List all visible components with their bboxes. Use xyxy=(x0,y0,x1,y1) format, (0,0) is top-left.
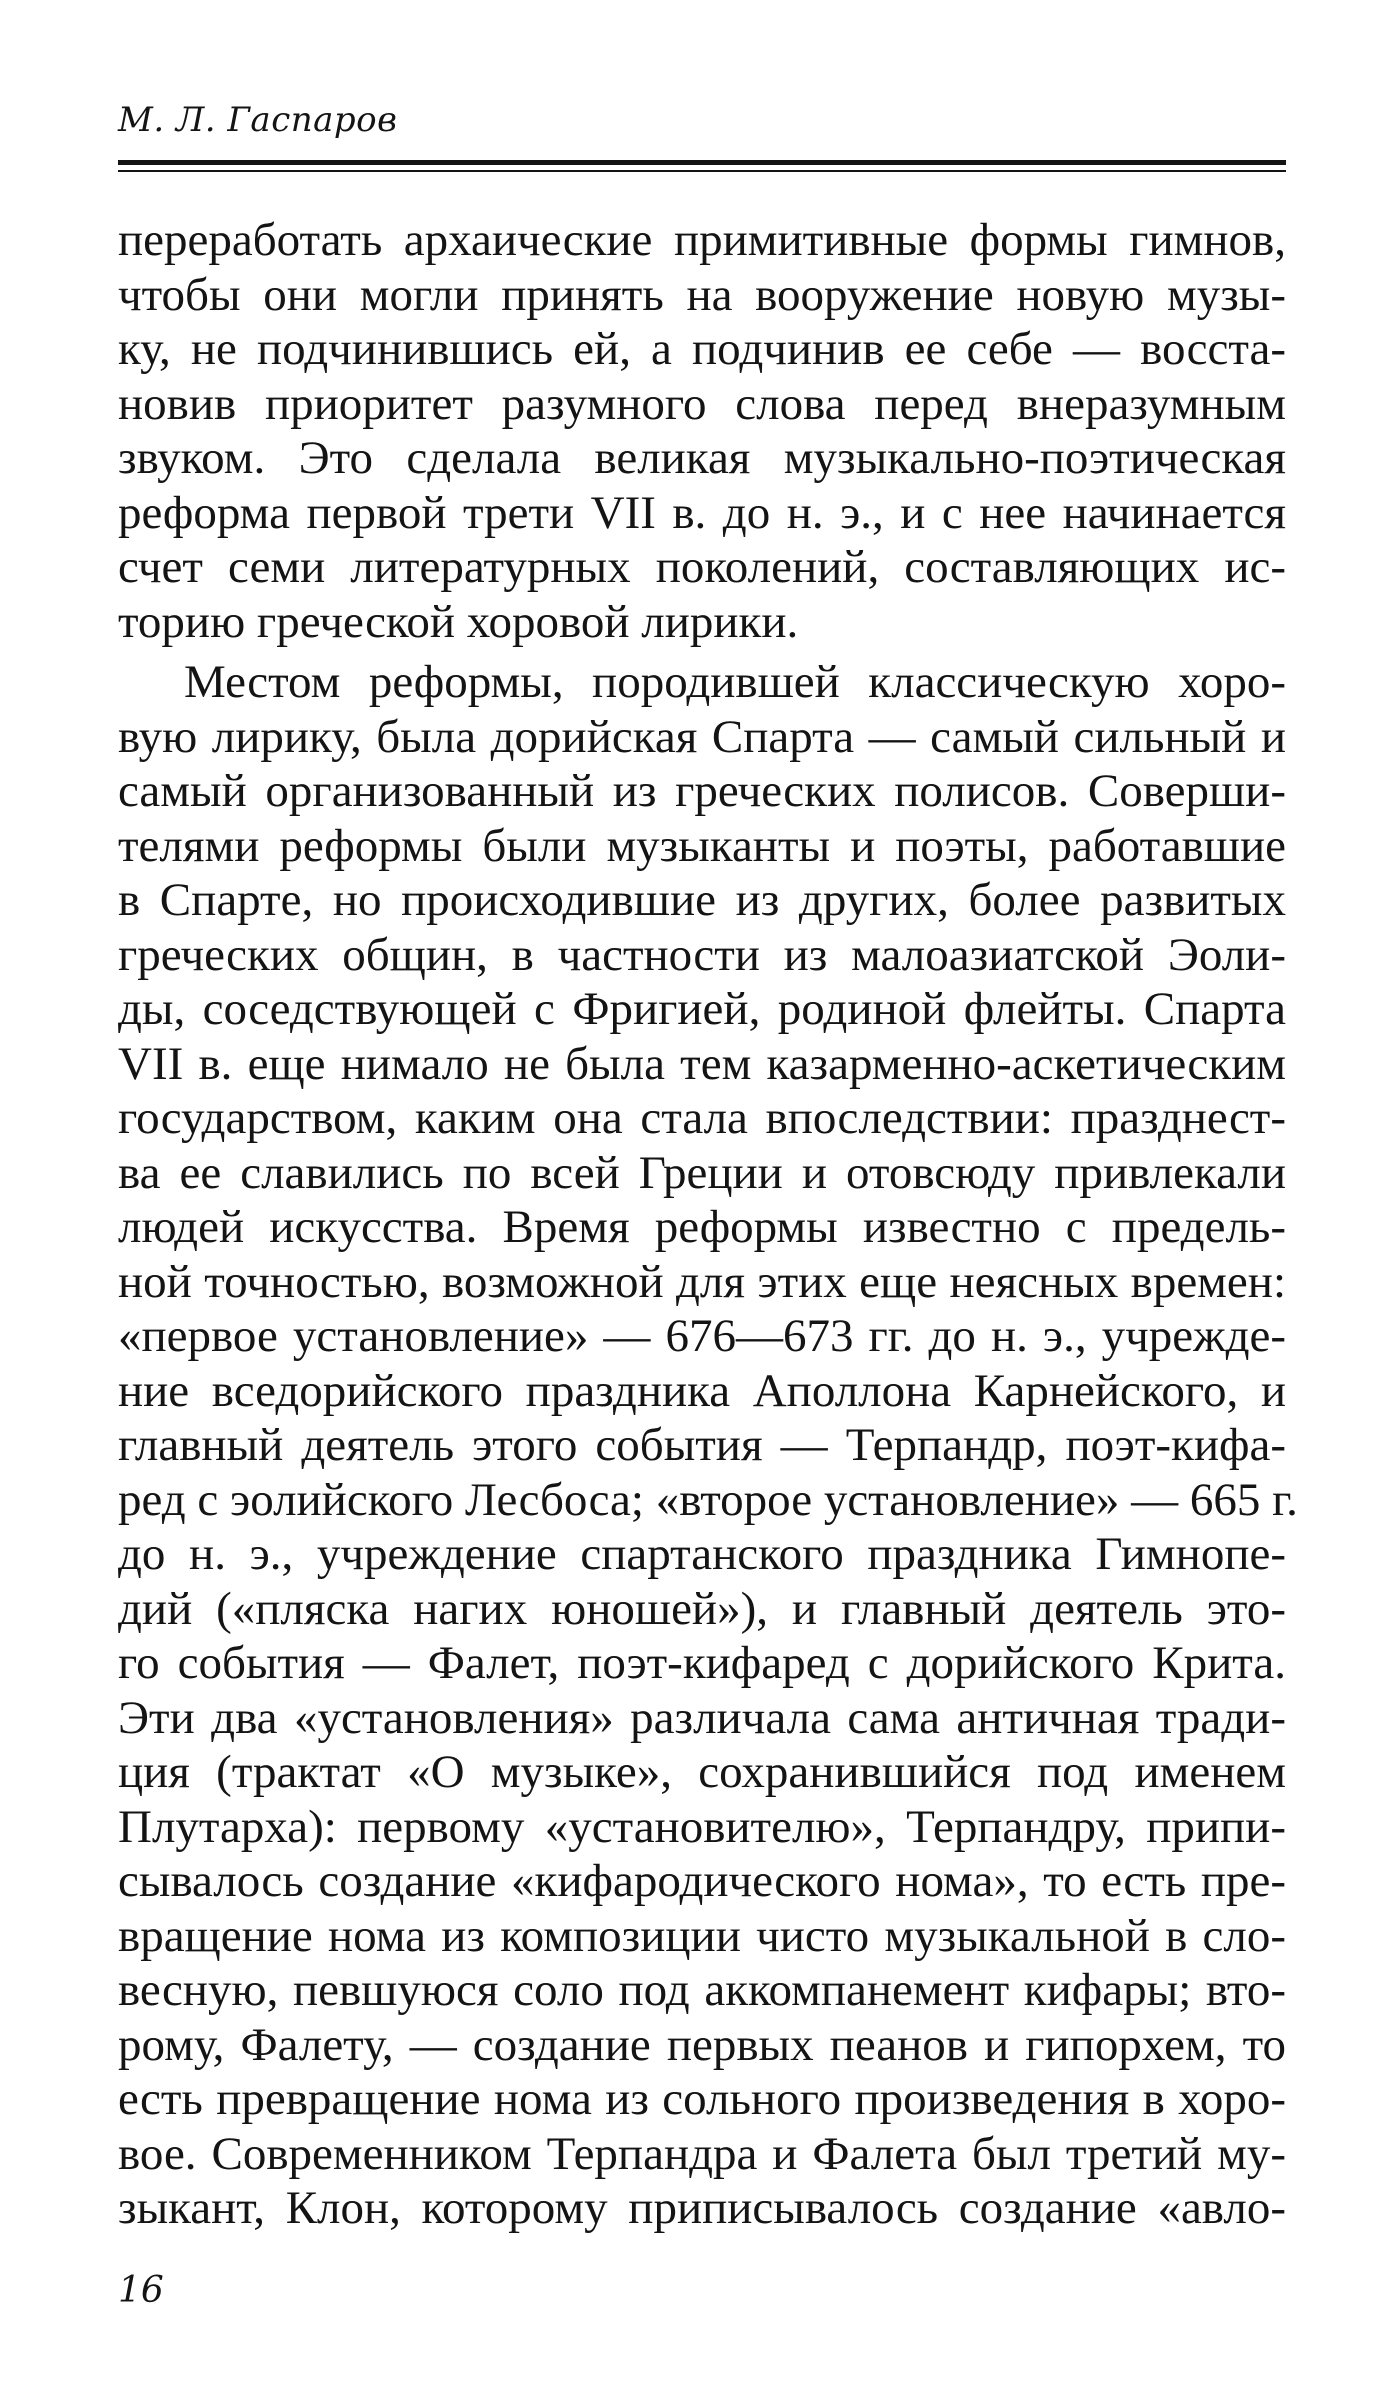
text-line: ва ее славились по всей Греции и отовсюду привлекали xyxy=(118,1146,1286,1199)
text-line: вращение нома из композиции чисто музыкальной в сло- xyxy=(118,1909,1286,1962)
header-rule-thick xyxy=(118,160,1286,165)
text-line: ды, соседствующей с Фригией, родиной флейты. Спарта xyxy=(118,983,1286,1035)
body-text xyxy=(118,213,1298,2236)
text-line: весную, певшуюся соло под аккомпанемент кифары; вто- xyxy=(118,1964,1286,2016)
text-line: зыкант, Клон, которому приписывалось создание «авло- xyxy=(118,2182,1286,2234)
text-line: ред с эолийского Лесбоса; «второе установление» — 665 г. xyxy=(118,1473,1298,1526)
page-number: 16 xyxy=(118,2270,164,2311)
text-line: новив приоритет разумного слова перед внеразумным xyxy=(118,377,1286,430)
text-line: в Спарте, но происходившие из других, более развитых xyxy=(118,874,1286,926)
header-rule-thin xyxy=(118,170,1286,172)
text-line: Эти два «установления» различала сама античная тради- xyxy=(118,1691,1286,1744)
text-line: Плутарха): первому «установителю», Терпандру, припи- xyxy=(118,1800,1286,1853)
text-line: главный деятель этого события — Терпандр, поэт-кифа- xyxy=(118,1419,1286,1471)
text-line: государством, каким она стала впоследствии: празднест- xyxy=(118,1092,1286,1144)
text-line: греческих общин, в частности из малоазиатской Эоли- xyxy=(118,928,1286,981)
paragraph-2 xyxy=(118,655,1298,2236)
text-line: рому, Фалету, — создание первых пеанов и гипорхем, то xyxy=(118,2018,1286,2071)
text-line: сывалось создание «кифародического нома», то есть пре- xyxy=(118,1855,1286,1907)
text-line: до н. э., учреждение спартанского праздника Гимнопе- xyxy=(118,1528,1286,1580)
text-line: торию греческой хоровой лирики. xyxy=(118,595,799,648)
text-line: есть превращение нома из сольного произведения в хоро- xyxy=(118,2073,1286,2125)
text-line: реформа первой трети VII в. до н. э., и с нее начинается xyxy=(118,486,1286,539)
running-header: М. Л. Гаспаров xyxy=(118,100,398,140)
text-line: вую лирику, была дорийская Спарта — самый сильный и xyxy=(118,710,1286,763)
text-line: ной точностью, возможной для этих еще неясных времен: xyxy=(118,1255,1286,1308)
text-line: ция (трактат «О музыке», сохранившийся под именем xyxy=(118,1746,1286,1798)
text-line: ку, не подчинившись ей, а подчинив ее себе — восста- xyxy=(118,323,1286,375)
text-line: телями реформы были музыканты и поэты, работавшие xyxy=(118,819,1286,872)
text-line: Местом реформы, породившей классическую хоро- xyxy=(184,656,1286,708)
text-line: людей искусства. Время реформы известно с предель- xyxy=(118,1201,1286,1253)
text-line: звуком. Это сделала великая музыкально-поэтическая xyxy=(118,432,1286,484)
text-line: самый организованный из греческих полисов. Соверши- xyxy=(118,765,1286,817)
text-line: вое. Современником Терпандра и Фалета был третий му- xyxy=(118,2127,1286,2180)
text-line: переработать архаические примитивные формы гимнов, xyxy=(118,214,1286,266)
paragraph-1 xyxy=(118,213,1286,649)
text-line: «первое установление» — 676—673 гг. до н. э., учрежде- xyxy=(118,1310,1286,1362)
text-line: ние вседорийского праздника Аполлона Карнейского, и xyxy=(118,1364,1286,1417)
text-line: дий («пляска нагих юношей»), и главный деятель это- xyxy=(118,1582,1286,1635)
text-line: счет семи литературных поколений, составляющих ис- xyxy=(118,541,1286,593)
text-line: чтобы они могли принять на вооружение новую музы- xyxy=(118,268,1286,321)
text-line: го события — Фалет, поэт-кифаред с дорийского Крита. xyxy=(118,1637,1286,1689)
text-line: VII в. еще нимало не была тем казарменно-аскетическим xyxy=(118,1037,1286,1090)
